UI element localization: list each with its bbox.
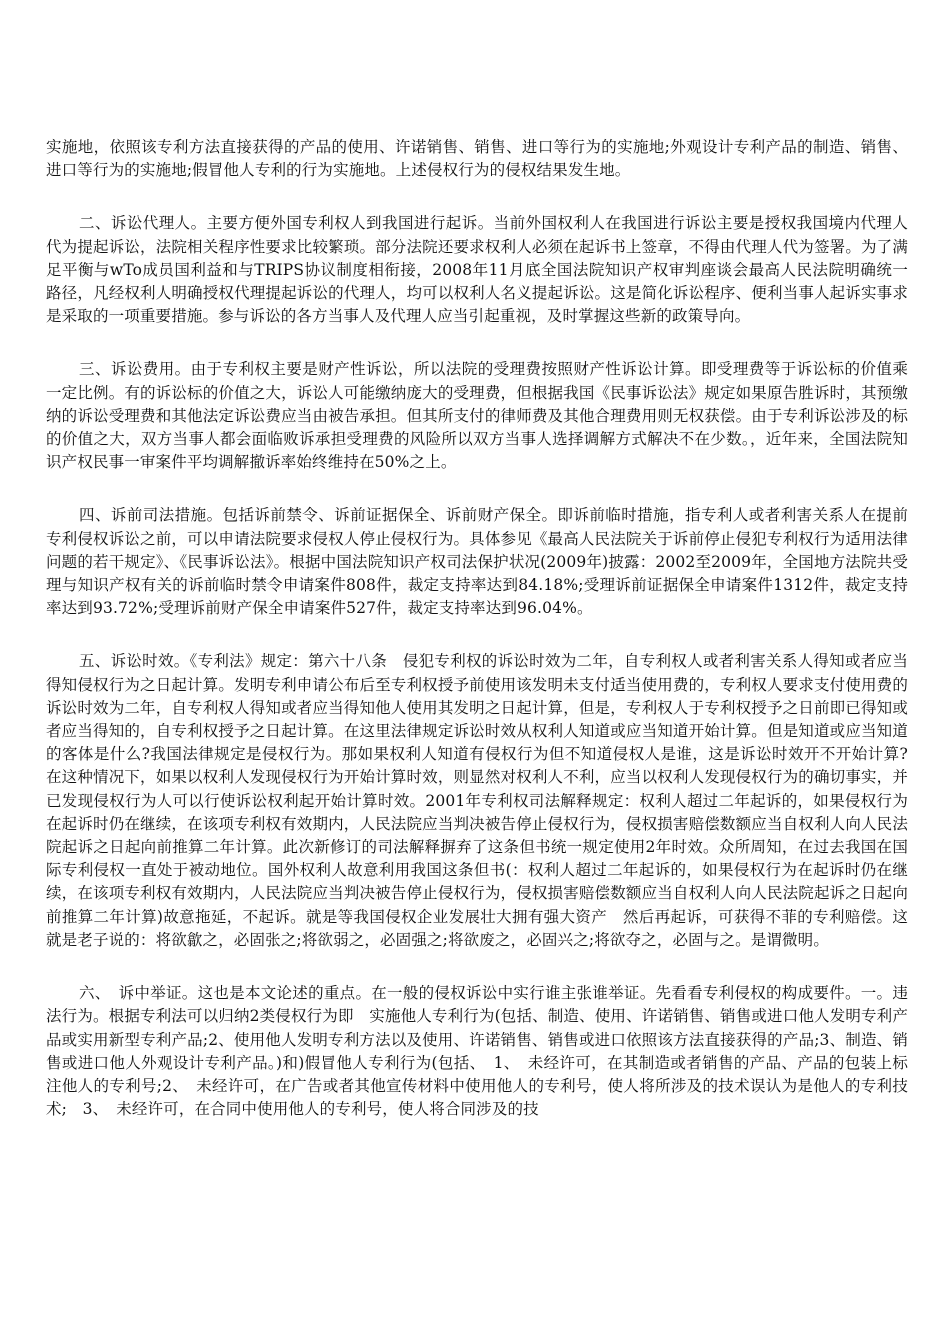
paragraph-burden-of-proof: 六、 诉中举证。这也是本文论述的重点。在一般的侵权诉讼中实行谁主张谁举证。先看看专利侵权的构成要件。一。违法行为。根据专利法可以归纳2类侵权行为即 实施他人专利行为(包括、制造、使用、许诺销售、销售或进口他人发明专利产品或实用新型专利产品;2、使用他人发明专利方法以及使用、许诺销售、销售或进口依照该方法直接获得的产品;3、制造、销售或进口他人外观设计专利产品。)和)假冒他人专利行为(包括、 1、 未经许可，在其制造或者销售的产品、产品的包装上标注他人的专利号;2、 未经许可，在广告或者其他宣传材料中使用他人的专利号，使人将所涉及的技术误认为是他人的专利技术; 3、 未经许可，在合同中使用他人的专利号，使人将合同涉及的技	[46, 984, 908, 1119]
paragraph-pre-litigation-measures: 四、诉前司法措施。包括诉前禁令、诉前证据保全、诉前财产保全。即诉前临时措施，指专利人或者利害关系人在提前专利侵权诉讼之前，可以申请法院要求侵权人停止侵权行为。具体参见《最高人民法院关于诉前停止侵犯专利权行为适用法律问题的若干规定》、《民事诉讼法》。根据中国法院知识产权司法保护状况(2009年)披露：2002至2009年，全国地方法院共受理与知识产权有关的诉前临时禁令申请案件808件，裁定支持率达到84.18%;受理诉前证据保全申请案件1312件，裁定支持率达到93.72%;受理诉前财产保全申请案件527件，裁定支持率达到96.04%。	[46, 506, 908, 618]
document-body	[46, 136, 908, 1151]
paragraph-litigation-agent: 二、诉讼代理人。主要方便外国专利权人到我国进行起诉。当前外国权利人在我国进行诉讼主要是授权我国境内代理人代为提起诉讼，法院相关程序性要求比较繁琐。部分法院还要求权利人必须在起诉书上签章，不得由代理人代为签署。为了满足平衡与wTo成员国利益和与TRIPS协议制度相衔接，2008年11月底全国法院知识产权审判座谈会最高人民法院明确统一路径，凡经权利人明确授权代理提起诉讼的代理人，均可以权利人名义提起诉讼。这是简化诉讼程序、便利当事人起诉实事求是采取的一项重要措施。参与诉讼的各方当事人及代理人应当引起重视，及时掌握这些新的政策导向。	[46, 214, 908, 326]
paragraph-limitation-period: 五、诉讼时效。《专利法》规定：第六十八条 侵犯专利权的诉讼时效为二年，自专利权人或者利害关系人得知或者应当得知侵权行为之日起计算。发明专利申请公布后至专利权授予前使用该发明未支付适当使用费的，专利权人要求支付使用费的诉讼时效为二年，自专利权人得知或者应当得知他人使用其发明之日起计算，但是，专利权人于专利权授予之日前即已得知或者应当得知的，自专利权授予之日起计算。在这里法律规定诉讼时效从权利人知道或应当知道开始计算。但是知道或应当知道的客体是什么?我国法律规定是侵权行为。那如果权利人知道有侵权行为但不知道侵权人是谁，这是诉讼时效开不开始计算?在这种情况下，如果以权利人发现侵权行为开始计算时效，则显然对权利人不利，应当以权利人发现侵权行为的确切事实，并已发现侵权行为人可以行使诉讼权利起开始计算时效。2001年专利权司法解释规定：权利人超过二年起诉的，如果侵权行为在起诉时仍在继续，在该项专利权有效期内，人民法院应当判决被告停止侵权行为，侵权损害赔偿数额应当自权利人向人民法院起诉之日起向前推算二年计算。此次新修订的司法解释摒弃了这条但书统一规定使用2年时效。众所周知，在过去我国在国际专利侵权一直处于被动地位。国外权利人故意利用我国这条但书(：权利人超过二年起诉的，如果侵权行为在起诉时仍在继续，在该项专利权有效期内，人民法院应当判决被告停止侵权行为，侵权损害赔偿数额应当自权利人向人民法院起诉之日起向前推算二年计算)故意拖延，不起诉。就是等我国侵权企业发展壮大拥有强大资产 然后再起诉，可获得不菲的专利赔偿。这就是老子说的：将欲歙之，必固张之;将欲弱之，必固强之;将欲废之，必固兴之;将欲夺之，必固与之。是谓微明。	[46, 652, 908, 949]
paragraph-continuation: 实施地，依照该专利方法直接获得的产品的使用、许诺销售、销售、进口等行为的实施地;外观设计专利产品的制造、销售、进口等行为的实施地;假冒他人专利的行为实施地。上述侵权行为的侵权结果发生地。	[46, 138, 908, 180]
paragraph-litigation-costs: 三、诉讼费用。由于专利权主要是财产性诉讼，所以法院的受理费按照财产性诉讼计算。即受理费等于诉讼标的价值乘一定比例。有的诉讼标的价值之大，诉讼人可能缴纳庞大的受理费，但根据我国《民事诉讼法》规定如果原告胜诉时，其预缴纳的诉讼受理费和其他法定诉讼费应当由被告承担。但其所支付的律师费及其他合理费用则无权获偿。由于专利诉讼涉及的标的价值之大，双方当事人都会面临败诉承担受理费的风险所以双方当事人选择调解方式解决不在少数。，近年来，全国法院知识产权民事一审案件平均调解撤诉率始终维持在50%之上。	[46, 360, 908, 472]
